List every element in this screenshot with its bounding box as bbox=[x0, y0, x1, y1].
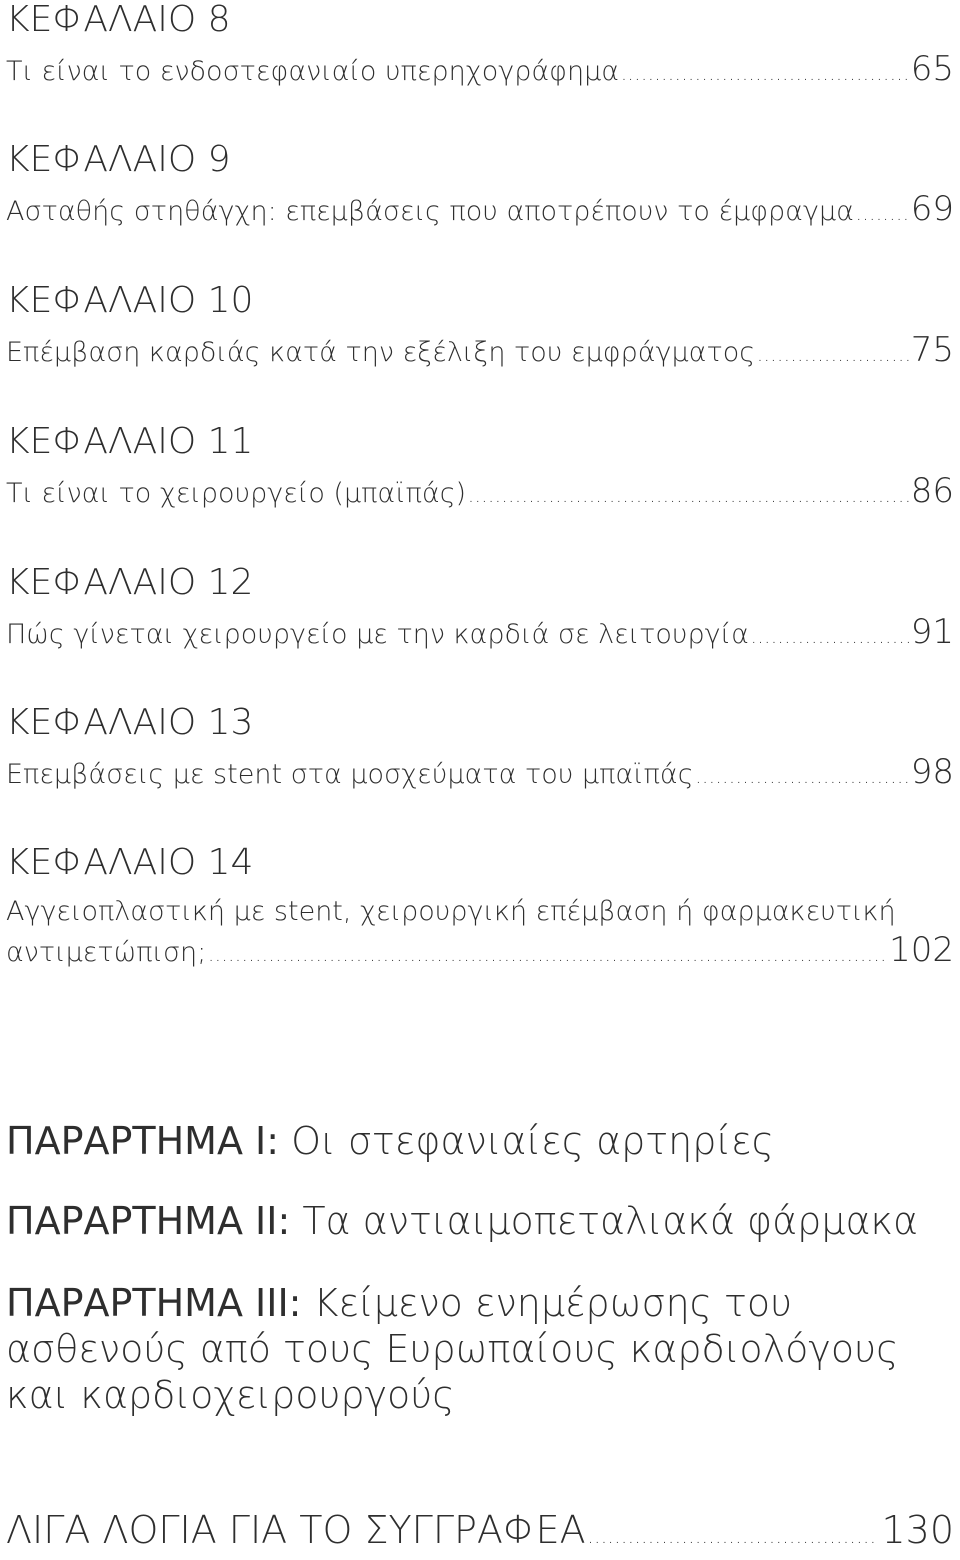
appendix-title: Κείμενο ενημέρωσης του ασθενούς από τους Ευρωπαίους καρδιολόγους και καρδιοχειρουργούς bbox=[6, 1281, 899, 1417]
entry-page-number: 98 bbox=[910, 752, 954, 792]
appendix-label: ΠΑΡΑΡΤΗΜΑ ΙΙΙ: bbox=[6, 1281, 302, 1325]
entry-title: Πώς γίνεται χειρουργείο με την καρδιά σε λειτουργία bbox=[6, 619, 749, 650]
about-page-number: 130 bbox=[881, 1508, 954, 1552]
toc-entry[interactable] bbox=[6, 189, 954, 232]
toc-chapter-13 bbox=[6, 703, 954, 795]
dot-leader bbox=[468, 480, 909, 514]
about-title: ΛΙΓΑ ΛΟΓΙΑ ΓΙΑ ΤΟ ΣΥΓΓΡΑΦΕΑ bbox=[6, 1508, 586, 1552]
chapter-heading: ΚΕΦΑΛΑΙΟ 14 bbox=[6, 842, 254, 883]
entry-title-line-1[interactable]: Αγγειοπλαστική με stent, χειρουργική επέμβαση ή φαρμακευτική bbox=[6, 896, 896, 927]
entry-page-number: 86 bbox=[910, 471, 954, 511]
dot-leader bbox=[696, 761, 909, 795]
entry-title-line-2: αντιμετώπιση; bbox=[6, 937, 207, 968]
dot-leader bbox=[856, 198, 909, 232]
chapter-heading: ΚΕΦΑΛΑΙΟ 11 bbox=[6, 421, 254, 462]
entry-title: Τι είναι το ενδοστεφανιαίο υπερηχογράφημα bbox=[6, 56, 620, 87]
toc-entry[interactable] bbox=[6, 930, 954, 973]
entry-page-number: 69 bbox=[910, 189, 954, 229]
toc-chapter-12 bbox=[6, 563, 954, 655]
toc-about-author[interactable] bbox=[6, 1508, 954, 1560]
appendix-title: Τα αντιαιμοπεταλιακά φάρμακα bbox=[290, 1199, 919, 1243]
entry-title: Επεμβάσεις με stent στα μοσχεύματα του μπαϊπάς bbox=[6, 759, 694, 790]
toc-chapter-9 bbox=[6, 140, 954, 232]
chapter-heading: ΚΕΦΑΛΑΙΟ 8 bbox=[6, 0, 231, 40]
appendix-label: ΠΑΡΑΡΤΗΜΑ Ι: bbox=[6, 1119, 280, 1163]
entry-title: Τι είναι το χειρουργείο (μπαϊπάς) bbox=[6, 478, 467, 509]
toc-chapter-8 bbox=[6, 0, 954, 92]
toc-chapter-11 bbox=[6, 422, 954, 514]
entry-page-number: 102 bbox=[889, 930, 954, 970]
dot-leader bbox=[208, 939, 887, 973]
entry-page-number: 75 bbox=[910, 330, 954, 370]
toc-entry[interactable] bbox=[6, 612, 954, 655]
entry-page-number: 91 bbox=[910, 612, 954, 652]
toc-entry[interactable] bbox=[6, 49, 954, 92]
appendix-label: ΠΑΡΑΡΤΗΜΑ ΙΙ: bbox=[6, 1199, 291, 1243]
toc-chapter-14 bbox=[6, 843, 954, 973]
toc-entry[interactable] bbox=[6, 471, 954, 514]
entry-page-number: 65 bbox=[910, 49, 954, 89]
entry-title: Ασταθής στηθάγχη: επεμβάσεις που αποτρέπουν το έμφραγμα bbox=[6, 196, 854, 227]
dot-leader bbox=[588, 1516, 880, 1560]
chapter-heading: ΚΕΦΑΛΑΙΟ 13 bbox=[6, 702, 254, 743]
toc-entry[interactable] bbox=[6, 330, 954, 373]
toc-chapter-10 bbox=[6, 281, 954, 373]
appendix-2[interactable] bbox=[6, 1198, 960, 1244]
entry-title: Επέμβαση καρδιάς κατά την εξέλιξη του εμφράγματος bbox=[6, 337, 756, 368]
chapter-heading: ΚΕΦΑΛΑΙΟ 12 bbox=[6, 562, 254, 603]
toc-entry[interactable] bbox=[6, 752, 954, 795]
chapter-heading: ΚΕΦΑΛΑΙΟ 9 bbox=[6, 139, 231, 180]
dot-leader bbox=[751, 621, 909, 655]
appendix-title: Οι στεφανιαίες αρτηρίες bbox=[279, 1119, 774, 1163]
dot-leader bbox=[757, 339, 909, 373]
dot-leader bbox=[621, 58, 909, 92]
chapter-heading: ΚΕΦΑΛΑΙΟ 10 bbox=[6, 280, 254, 321]
appendix-3[interactable] bbox=[6, 1280, 960, 1418]
appendix-1[interactable] bbox=[6, 1118, 960, 1164]
